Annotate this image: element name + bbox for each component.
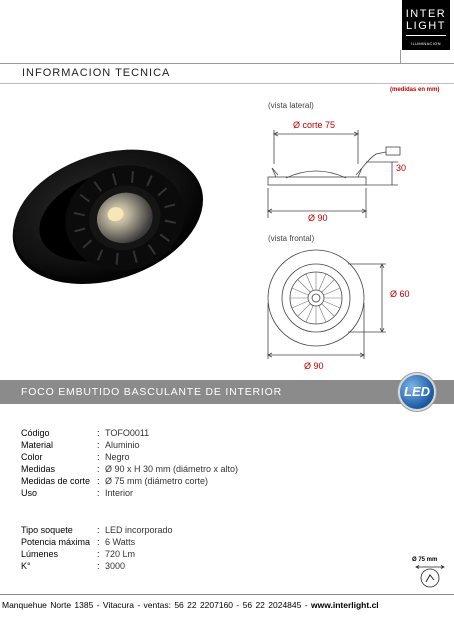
spec-key: Medidas	[21, 464, 56, 474]
footer-address: Manquehue Norte 1385	[2, 600, 94, 610]
side-view-drawing	[258, 128, 418, 223]
product-photo	[4, 120, 209, 305]
spec-colon: :	[97, 476, 100, 486]
header-rule-bottom	[0, 83, 454, 84]
spec-colon: :	[97, 452, 100, 462]
spec-value: 3000	[105, 561, 126, 571]
logo-line3: ILUMINACION	[411, 41, 441, 46]
footer-phone: 56 22 2024845	[242, 600, 302, 610]
spec-key: Tipo soquete	[21, 525, 73, 535]
spec-key: Potencia máxima	[21, 537, 91, 547]
side-cut-dimension: Ø corte 75	[293, 120, 336, 130]
spec-key: Código	[21, 428, 50, 438]
spec-value: TOFO0011	[105, 428, 150, 438]
spec-colon: :	[97, 464, 100, 474]
spec-key: Color	[21, 452, 43, 462]
logo-line2: LIGHT	[406, 20, 446, 32]
spec-colon: :	[97, 537, 100, 547]
footer-sep: -	[96, 600, 100, 610]
footer	[2, 600, 379, 610]
logo-divider	[406, 35, 446, 36]
footer-sales-phone: ventas: 56 22 2207160	[143, 600, 234, 610]
spec-colon: :	[97, 561, 100, 571]
front-view-drawing	[258, 243, 388, 361]
spec-colon: :	[97, 428, 100, 438]
cut-size-label: Ø 75 mm	[412, 557, 438, 563]
header-tick	[400, 50, 401, 64]
spec-value: Aluminio	[105, 440, 140, 450]
side-diameter-dimension: Ø 90	[308, 213, 328, 223]
spec-key: Uso	[21, 488, 38, 498]
spec-key: Material	[21, 440, 54, 450]
spec-value: Interior	[105, 488, 134, 498]
product-title: FOCO EMBUTIDO BASCULANTE DE INTERIOR	[21, 386, 282, 398]
spec-value: 6 Watts	[105, 537, 136, 547]
section-title: INFORMACION TECNICA	[22, 67, 171, 79]
footer-sep: -	[236, 600, 240, 610]
brand-logo	[402, 0, 450, 50]
side-view-label: (vista lateral)	[268, 101, 314, 110]
front-diameter-dimension: Ø 90	[304, 361, 324, 371]
front-inner-dimension: Ø 60	[390, 289, 410, 299]
spec-colon: :	[97, 549, 100, 559]
footer-rule	[0, 594, 454, 595]
spec-value: Ø 75 mm (diámetro corte)	[105, 476, 209, 486]
spec-value: 720 Lm	[105, 549, 136, 559]
spec-value: Ø 90 x H 30 mm (diámetro x alto)	[105, 464, 239, 474]
spec-colon: :	[97, 440, 100, 450]
spec-colon: :	[97, 525, 100, 535]
footer-website-link[interactable]: www.interlight.cl	[310, 600, 379, 610]
header-rule-top	[0, 63, 454, 64]
side-height-dimension: 30	[396, 163, 407, 173]
spec-value: LED incorporado	[105, 525, 173, 535]
spec-value: Negro	[105, 452, 130, 462]
led-badge-icon: LED	[398, 373, 436, 411]
logo-line1: INTER	[405, 8, 447, 20]
cut-hole-icon	[408, 563, 448, 589]
footer-sep: -	[137, 600, 141, 610]
footer-city: Vitacura	[102, 600, 134, 610]
spec-key: K°	[21, 561, 31, 571]
units-note: (medidas en mm)	[390, 87, 440, 93]
spec-key: Medidas de corte	[21, 476, 91, 486]
footer-sep: -	[304, 600, 308, 610]
spec-colon: :	[97, 488, 100, 498]
front-view-label: (vista frontal)	[268, 234, 315, 243]
spec-key: Lúmenes	[21, 549, 59, 559]
